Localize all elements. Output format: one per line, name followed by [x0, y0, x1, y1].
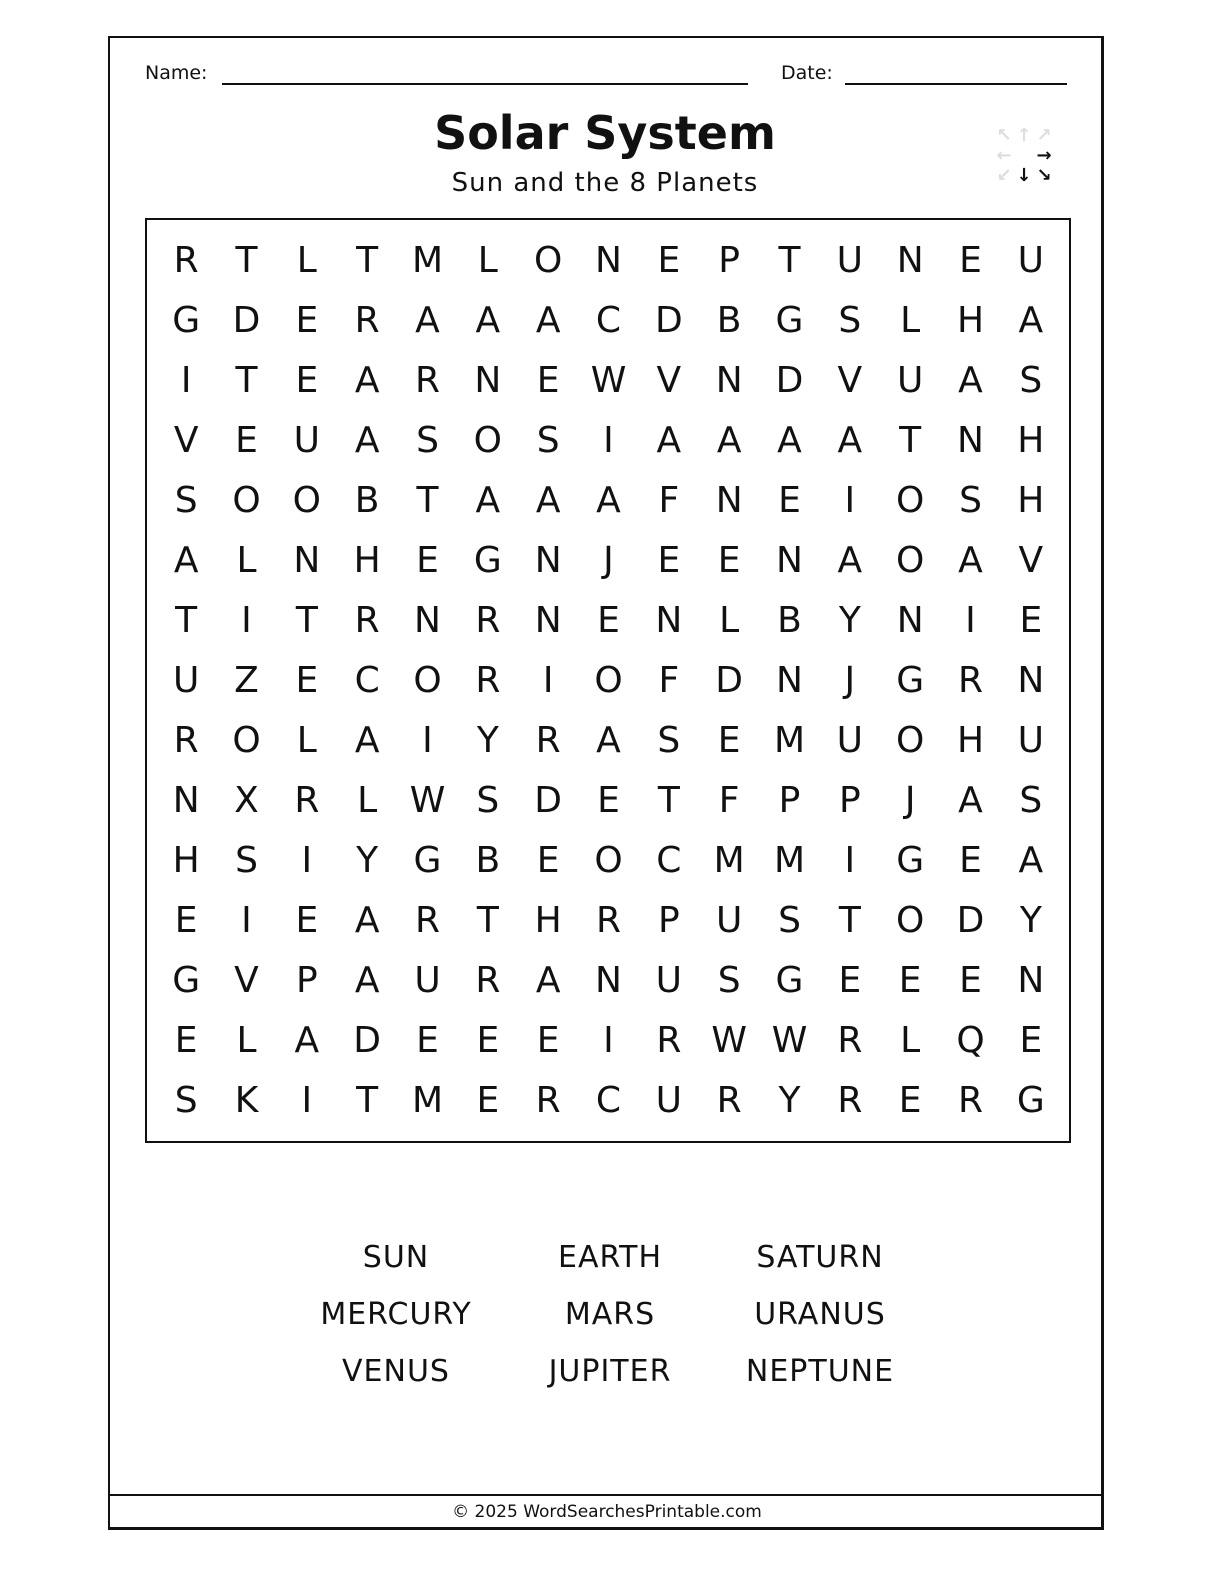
grid-cell[interactable]: I [241, 900, 252, 942]
grid-cell[interactable]: L [236, 539, 257, 581]
grid-cell[interactable]: M [713, 840, 745, 882]
grid-cell[interactable]: N [655, 599, 683, 641]
grid-cell[interactable]: V [1018, 539, 1044, 581]
letter-grid [145, 218, 1071, 1143]
grid-cell[interactable]: T [476, 900, 499, 942]
grid-cell[interactable]: R [957, 1080, 983, 1122]
grid-cell[interactable]: I [180, 359, 192, 401]
grid-cell[interactable]: R [656, 1020, 682, 1062]
grid-cell[interactable]: A [716, 419, 742, 461]
grid-cell[interactable]: T [778, 239, 801, 281]
grid-cell[interactable]: A [173, 539, 199, 581]
grid-cell[interactable]: A [1018, 840, 1044, 882]
grid-cell[interactable]: N [595, 239, 622, 281]
grid-cell[interactable]: G [775, 960, 804, 1002]
grid-cell[interactable]: R [173, 239, 199, 281]
grid-cell[interactable]: D [654, 299, 683, 341]
grid-cell[interactable]: M [411, 239, 444, 281]
grid-cell[interactable]: T [416, 479, 439, 521]
name-label: Name: [145, 62, 208, 84]
grid-cell[interactable]: C [354, 659, 380, 701]
grid-cell[interactable]: E [597, 599, 620, 641]
grid-cell[interactable]: R [595, 900, 621, 942]
grid-cell[interactable]: H [1017, 479, 1045, 521]
grid-cell[interactable]: U [172, 659, 200, 701]
grid-cell[interactable]: H [172, 840, 200, 882]
date-field[interactable] [845, 83, 1067, 85]
grid-cell[interactable]: I [542, 659, 554, 701]
grid-cell[interactable]: I [844, 479, 856, 521]
word-item: NEPTUNE [745, 1354, 895, 1389]
grid-cell[interactable]: A [354, 419, 380, 461]
arrow-down-left-icon: ↙ [996, 165, 1012, 186]
grid-cell[interactable]: P [657, 900, 680, 942]
grid-cell[interactable]: N [776, 659, 803, 701]
grid-cell[interactable]: G [896, 659, 925, 701]
grid-cell[interactable]: F [718, 780, 740, 822]
grid-cell[interactable]: C [595, 299, 622, 341]
grid-cell[interactable]: Y [1019, 900, 1042, 942]
grid-cell[interactable]: V [837, 359, 863, 401]
grid-cell[interactable]: D [534, 780, 563, 822]
grid-cell[interactable]: E [295, 900, 319, 942]
grid-cell[interactable]: L [296, 720, 317, 762]
grid-cell[interactable]: P [778, 780, 801, 822]
grid-cell[interactable]: G [172, 299, 201, 341]
grid-cell[interactable]: T [899, 419, 922, 461]
grid-cell[interactable]: U [836, 720, 863, 762]
grid-cell[interactable]: S [1019, 359, 1043, 401]
grid-cell[interactable]: A [475, 479, 501, 521]
grid-cell[interactable]: R [414, 359, 440, 401]
grid-cell[interactable]: D [232, 299, 261, 341]
grid-cell[interactable]: A [777, 419, 802, 461]
grid-cell[interactable]: E [416, 1020, 439, 1062]
grid-cell[interactable]: T [235, 359, 258, 401]
grid-cell[interactable]: S [416, 419, 439, 461]
page-subtitle: Sun and the 8 Planets [451, 168, 759, 198]
grid-cell[interactable]: E [536, 359, 560, 401]
grid-cell[interactable]: A [656, 419, 682, 461]
grid-cell[interactable]: O [292, 479, 321, 521]
grid-cell[interactable]: H [956, 720, 985, 762]
grid-cell[interactable]: N [715, 359, 743, 401]
grid-cell[interactable]: T [657, 780, 680, 822]
grid-cell[interactable]: N [1017, 960, 1045, 1002]
grid-cell[interactable]: U [715, 900, 743, 942]
grid-cell[interactable]: N [896, 599, 924, 641]
grid-cell[interactable]: E [597, 780, 620, 822]
grid-cell[interactable]: U [896, 359, 924, 401]
grid-cell[interactable]: L [900, 299, 921, 341]
grid-cell[interactable]: U [655, 960, 682, 1002]
grid-cell[interactable]: E [717, 720, 741, 762]
grid-cell[interactable]: E [959, 239, 982, 281]
grid-cell[interactable]: D [956, 900, 985, 942]
grid-cell[interactable]: D [353, 1020, 382, 1062]
grid-cell[interactable]: O [594, 659, 623, 701]
grid-cell[interactable]: N [715, 479, 743, 521]
grid-cell[interactable]: A [475, 299, 501, 341]
grid-cell[interactable]: V [656, 359, 682, 401]
grid-cell[interactable]: O [232, 720, 261, 762]
grid-cell[interactable]: I [844, 840, 856, 882]
grid-cell[interactable]: A [354, 900, 380, 942]
grid-cell[interactable]: I [603, 419, 614, 461]
grid-cell[interactable]: Y [778, 1080, 801, 1122]
grid-cell[interactable]: H [956, 299, 985, 341]
grid-cell[interactable]: A [535, 960, 561, 1002]
grid-cell[interactable]: Z [234, 659, 259, 701]
grid-cell[interactable]: B [777, 599, 802, 641]
grid-cell[interactable]: E [235, 419, 258, 461]
grid-cell[interactable]: R [354, 599, 380, 641]
grid-cell[interactable]: S [174, 1080, 198, 1122]
grid-cell[interactable]: A [535, 299, 561, 341]
grid-cell[interactable]: A [958, 780, 983, 822]
grid-cell[interactable]: E [295, 359, 319, 401]
grid-cell[interactable]: G [896, 840, 925, 882]
grid-cell[interactable]: A [294, 1020, 320, 1062]
grid-cell[interactable]: E [959, 960, 982, 1002]
grid-cell[interactable]: O [895, 479, 925, 521]
grid-cell[interactable]: B [475, 840, 501, 882]
grid-cell[interactable]: R [475, 659, 501, 701]
grid-cell[interactable]: S [1019, 780, 1043, 822]
arrow-down-icon: ↓ [1016, 165, 1032, 186]
grid-cell[interactable]: A [958, 359, 983, 401]
grid-cell[interactable]: J [904, 780, 916, 822]
word-item: URANUS [754, 1297, 886, 1332]
grid-cell[interactable]: N [474, 359, 502, 401]
grid-cell[interactable]: G [775, 299, 804, 341]
grid-cell[interactable]: A [354, 359, 380, 401]
grid-cell[interactable]: L [477, 239, 498, 281]
grid-cell[interactable]: E [959, 840, 982, 882]
grid-cell[interactable]: S [657, 720, 681, 762]
grid-cell[interactable]: S [174, 479, 198, 521]
word-item: JUPITER [548, 1354, 672, 1389]
grid-cell[interactable]: R [837, 1080, 863, 1122]
grid-cell[interactable]: R [173, 720, 199, 762]
grid-cell[interactable]: J [603, 539, 614, 581]
grid-cell[interactable]: E [295, 659, 319, 701]
grid-cell[interactable]: R [957, 659, 983, 701]
grid-cell[interactable]: E [536, 1020, 560, 1062]
grid-cell[interactable]: E [476, 1020, 500, 1062]
grid-cell[interactable]: O [895, 539, 925, 581]
grid-cell[interactable]: V [234, 960, 259, 1002]
directions-icon [994, 126, 1054, 186]
grid-cell[interactable]: T [295, 599, 318, 641]
footer-divider [108, 1494, 1104, 1496]
grid-cell[interactable]: A [837, 419, 863, 461]
grid-cell[interactable]: G [172, 960, 201, 1002]
grid-cell[interactable]: E [838, 960, 862, 1002]
grid-cell[interactable]: K [234, 1080, 259, 1122]
grid-cell[interactable]: E [536, 840, 560, 882]
grid-cell[interactable]: E [898, 1080, 922, 1122]
grid-cell[interactable]: R [837, 1020, 863, 1062]
grid-cell[interactable]: R [475, 599, 501, 641]
grid-cell[interactable]: D [775, 359, 804, 401]
arrow-up-left-icon: ↖ [996, 125, 1012, 146]
grid-cell[interactable]: F [658, 659, 680, 701]
grid-cell[interactable]: A [415, 299, 440, 341]
grid-cell[interactable]: W [409, 780, 446, 822]
grid-cell[interactable]: I [301, 1080, 313, 1122]
name-field[interactable] [222, 83, 748, 85]
grid-cell[interactable]: E [1019, 599, 1043, 641]
grid-cell[interactable]: L [296, 239, 317, 281]
grid-cell[interactable]: O [413, 659, 442, 701]
word-item: EARTH [557, 1240, 663, 1275]
grid-cell[interactable]: A [596, 720, 621, 762]
grid-cell[interactable]: G [473, 539, 502, 581]
arrow-up-icon: ↑ [1016, 125, 1032, 146]
grid-cell[interactable]: S [717, 960, 741, 1002]
grid-cell[interactable]: C [656, 840, 682, 882]
word-item: MERCURY [320, 1297, 472, 1332]
arrow-up-right-icon: ↗ [1036, 125, 1052, 146]
arrow-right-icon: → [1036, 145, 1052, 166]
grid-cell[interactable]: P [718, 239, 741, 281]
grid-cell[interactable]: Y [838, 599, 861, 641]
grid-cell[interactable]: I [422, 720, 433, 762]
grid-cell[interactable]: E [1019, 1020, 1043, 1062]
grid-cell[interactable]: G [1016, 1080, 1045, 1122]
grid-cell[interactable]: I [301, 840, 313, 882]
grid-cell[interactable]: E [174, 1020, 198, 1062]
grid-cell[interactable]: R [475, 960, 501, 1002]
grid-cell[interactable]: S [838, 299, 862, 341]
grid-cell[interactable]: E [657, 539, 681, 581]
grid-cell[interactable]: A [596, 479, 621, 521]
grid-cell[interactable]: H [534, 900, 562, 942]
grid-cell[interactable]: E [717, 539, 741, 581]
grid-cell[interactable]: N [957, 419, 984, 461]
grid-cell[interactable]: Q [956, 1020, 985, 1062]
word-item: SUN [362, 1240, 430, 1275]
grid-cell[interactable]: S [778, 900, 801, 942]
grid-cell[interactable]: T [175, 599, 198, 641]
grid-cell[interactable]: B [716, 299, 742, 341]
grid-cell[interactable]: N [896, 239, 924, 281]
grid-cell[interactable]: A [535, 479, 561, 521]
grid-cell[interactable]: G [413, 840, 442, 882]
grid-cell[interactable]: U [414, 960, 441, 1002]
grid-cell[interactable]: M [773, 720, 806, 762]
grid-cell[interactable]: W [771, 1020, 808, 1062]
grid-cell[interactable]: E [778, 479, 801, 521]
date-label: Date: [781, 62, 833, 84]
grid-cell[interactable]: M [773, 840, 806, 882]
grid-cell[interactable]: E [295, 299, 319, 341]
grid-cell[interactable]: S [536, 419, 560, 461]
grid-cell[interactable]: N [1017, 659, 1045, 701]
grid-cell[interactable]: I [965, 599, 976, 641]
arrow-left-icon: ← [996, 145, 1012, 166]
arrow-down-right-icon: ↘ [1036, 165, 1052, 186]
grid-cell[interactable]: U [655, 1080, 682, 1122]
grid-cell[interactable]: Y [356, 840, 379, 882]
grid-cell[interactable]: J [844, 659, 856, 701]
grid-cell[interactable]: T [235, 239, 258, 281]
grid-cell[interactable]: T [356, 239, 379, 281]
grid-cell[interactable]: H [1017, 419, 1045, 461]
grid-cell[interactable]: R [535, 1080, 561, 1122]
grid-cell[interactable]: A [354, 720, 380, 762]
grid-cell[interactable]: E [174, 900, 198, 942]
grid-cell[interactable]: A [354, 960, 380, 1002]
grid-cell[interactable]: P [838, 780, 861, 822]
grid-cell[interactable]: W [590, 359, 627, 401]
grid-cell[interactable]: N [534, 599, 562, 641]
grid-cell[interactable]: R [716, 1080, 742, 1122]
grid-cell[interactable]: O [895, 720, 925, 762]
grid-cell[interactable]: R [535, 720, 561, 762]
word-item: SATURN [756, 1240, 884, 1275]
grid-cell[interactable]: C [595, 1080, 622, 1122]
grid-cell[interactable]: O [533, 239, 563, 281]
grid-cell[interactable]: N [534, 539, 562, 581]
page-title: Solar System [434, 106, 776, 160]
grid-cell[interactable]: A [837, 539, 863, 581]
grid-cell[interactable]: N [293, 539, 321, 581]
grid-cell[interactable]: I [241, 599, 252, 641]
grid-cell[interactable]: N [595, 960, 622, 1002]
grid-cell[interactable]: P [295, 960, 318, 1002]
grid-cell[interactable]: E [657, 239, 681, 281]
grid-cell[interactable]: V [173, 419, 199, 461]
footer-copyright: © 2025 WordSearchesPrintable.com [452, 1502, 762, 1522]
grid-cell[interactable]: L [236, 1020, 257, 1062]
grid-cell[interactable]: L [357, 780, 378, 822]
grid-cell[interactable]: E [476, 1080, 500, 1122]
grid-cell[interactable]: L [719, 599, 740, 641]
grid-cell[interactable]: S [476, 780, 500, 822]
grid-cell[interactable]: T [838, 900, 861, 942]
grid-cell[interactable]: L [900, 1020, 921, 1062]
grid-cell[interactable]: U [1017, 720, 1044, 762]
grid-cell[interactable]: E [898, 960, 922, 1002]
grid-cell[interactable]: O [232, 479, 261, 521]
grid-cell[interactable]: I [603, 1020, 614, 1062]
grid-cell[interactable]: R [294, 780, 320, 822]
grid-cell[interactable]: O [594, 840, 623, 882]
grid-cell[interactable]: A [1018, 299, 1044, 341]
grid-cell[interactable]: W [711, 1020, 747, 1062]
grid-cell[interactable]: X [234, 780, 259, 822]
grid-cell[interactable]: O [473, 419, 502, 461]
grid-cell[interactable]: N [776, 539, 803, 581]
grid-cell[interactable]: U [1017, 239, 1044, 281]
grid-cell[interactable]: U [836, 239, 863, 281]
word-item: VENUS [342, 1354, 450, 1389]
grid-cell[interactable]: D [715, 659, 744, 701]
grid-cell[interactable]: N [414, 599, 441, 641]
grid-cell[interactable]: F [658, 479, 680, 521]
grid-cell[interactable]: B [354, 479, 380, 521]
grid-cell[interactable]: S [959, 479, 982, 521]
grid-cell[interactable]: R [354, 299, 380, 341]
grid-cell[interactable]: E [416, 539, 439, 581]
grid-cell[interactable]: S [235, 840, 258, 882]
grid-cell[interactable]: N [172, 780, 200, 822]
grid-cell[interactable]: A [958, 539, 983, 581]
grid-cell[interactable]: R [414, 900, 440, 942]
grid-cell[interactable]: Y [476, 720, 499, 762]
grid-cell[interactable]: M [411, 1080, 444, 1122]
word-item: MARS [564, 1297, 656, 1332]
grid-cell[interactable]: T [356, 1080, 379, 1122]
grid-cell[interactable]: O [895, 900, 925, 942]
grid-cell[interactable]: H [353, 539, 381, 581]
grid-cell[interactable]: U [293, 419, 320, 461]
